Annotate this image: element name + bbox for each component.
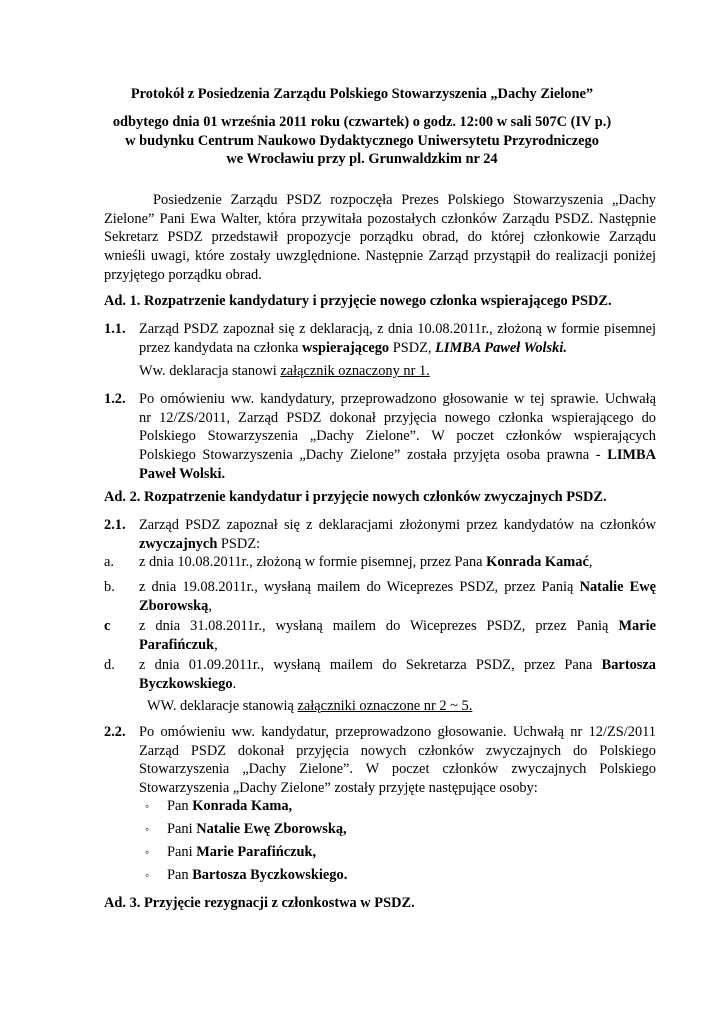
intro-line: Zielone” Pani Ewa Walter, która przywitała pozostałych członków Zarządu PSDZ. Następnie bbox=[104, 210, 656, 227]
item-number: 1.1. bbox=[104, 321, 126, 337]
intro-paragraph bbox=[104, 191, 656, 285]
item-line bbox=[139, 339, 656, 358]
attachment-note-2 bbox=[147, 697, 472, 716]
intro-line: Sekretarz PSDZ przedstawił propozycje porządku obrad, do której członkowie Zarządu bbox=[104, 229, 656, 246]
list-item bbox=[145, 843, 347, 866]
text-fragment: Pani bbox=[167, 821, 193, 837]
member-name: Bartosza Byczkowskiego. bbox=[192, 867, 348, 883]
text-fragment: PSDZ, bbox=[389, 339, 436, 356]
entry-label: b. bbox=[104, 579, 115, 595]
item-2-2 bbox=[104, 723, 656, 798]
candidate-name: Natalie Ewę bbox=[579, 579, 657, 595]
text-fragment: PSDZ: bbox=[217, 535, 261, 552]
text-fragment: Ww. deklaracja stanowi bbox=[139, 363, 281, 379]
member-name: Paweł Wolski. bbox=[139, 465, 226, 482]
entry-line bbox=[139, 675, 656, 694]
entry-label: a. bbox=[104, 554, 114, 570]
item-number: 2.2. bbox=[104, 724, 126, 740]
meeting-date-line: odbytego dnia 01 września 2011 roku (czwartek) o godz. 12:00 w sali 507C (IV p.) bbox=[112, 114, 612, 130]
item-line: Po omówieniu ww. kandydatur, przeprowadzono głosowanie. Uchwałą nr 12/ZS/2011 bbox=[139, 724, 656, 740]
text-fragment: Polskiego Stowarzyszenia „Dachy Zielone” została przyjęta osoba prawna - bbox=[139, 447, 608, 464]
member-type: wspierającego bbox=[302, 339, 390, 356]
candidate-name: Parafińczuk bbox=[139, 636, 215, 653]
candidate-name: Byczkowskiego bbox=[139, 675, 233, 692]
intro-line: wnieśli uwagi, które zostały uwzględnione. Następnie Zarząd przystąpił do realizacji poniżej bbox=[104, 248, 656, 265]
declaration-entry-d bbox=[104, 656, 656, 693]
entry-line bbox=[139, 636, 656, 655]
list-item bbox=[145, 797, 347, 820]
text-fragment: przez kandydata na członka bbox=[139, 339, 303, 356]
text-fragment: WW. deklaracje stanowią bbox=[147, 698, 298, 714]
declaration-entry-c bbox=[104, 617, 656, 654]
section-heading-ad3: Ad. 3. Przyjęcie rezygnacji z członkostwa w PSDZ. bbox=[104, 895, 415, 911]
candidate-name: Bartosza bbox=[601, 657, 656, 673]
list-item bbox=[145, 866, 347, 889]
declaration-entry-b bbox=[104, 578, 656, 615]
text-fragment: Pan bbox=[167, 798, 189, 814]
bullet-icon: ◦ bbox=[145, 799, 150, 813]
text-fragment: Pani bbox=[167, 844, 193, 860]
candidate-name: Zborowską bbox=[139, 597, 209, 614]
entry-label: d. bbox=[104, 657, 115, 673]
text-fragment: , bbox=[208, 597, 212, 614]
bullet-icon: ◦ bbox=[145, 845, 150, 859]
document-title: Protokół z Posiedzenia Zarządu Polskiego Stowarzyszenia „Dachy Zielone” bbox=[130, 86, 594, 102]
entry-line bbox=[139, 597, 656, 616]
section-heading-ad2: Ad. 2. Rozpatrzenie kandydatur i przyjęcie nowych członków zwyczajnych PSDZ. bbox=[104, 489, 607, 505]
item-1-1 bbox=[104, 320, 656, 357]
meeting-building-line: w budynku Centrum Naukowo Dydaktycznego Uniwersytetu Przyrodniczego bbox=[125, 132, 599, 149]
entry-line bbox=[139, 553, 656, 572]
member-name: Natalie Ewę Zborowską, bbox=[196, 821, 347, 837]
entry-line bbox=[139, 578, 656, 597]
entry-line bbox=[139, 656, 656, 675]
declaration-entry-a bbox=[104, 553, 656, 572]
text-fragment: , bbox=[588, 554, 593, 570]
member-name: LIMBA bbox=[607, 447, 656, 464]
attachment-note-1 bbox=[139, 362, 430, 381]
entry-label: c bbox=[104, 618, 111, 634]
attachment-reference: załączniki oznaczone nr 2 ~ 5. bbox=[297, 698, 473, 714]
item-line: Zarząd PSDZ zapoznał się z deklaracją, z dnia 10.08.2011r., złożoną w formie pisemnej bbox=[139, 321, 656, 337]
item-line: Stowarzyszenia „Dachy Zielone” zostały przyjęte następujące osoby: bbox=[139, 780, 538, 797]
accepted-members-list bbox=[145, 797, 347, 889]
member-name: LIMBA Paweł Wolski. bbox=[435, 339, 567, 356]
candidate-name: Marie bbox=[618, 618, 656, 634]
intro-line: przyjętego porządku obrad. bbox=[104, 266, 262, 283]
item-line bbox=[139, 446, 656, 465]
member-name: Marie Parafińczuk, bbox=[196, 844, 317, 860]
item-1-2 bbox=[104, 390, 656, 484]
text-fragment: z dnia 19.08.2011r., wysłaną mailem do Wiceprezes PSDZ, przez Panią bbox=[139, 579, 580, 595]
attachment-reference: załącznik oznaczony nr 1. bbox=[280, 363, 430, 379]
bullet-icon: ◦ bbox=[145, 822, 150, 836]
list-item bbox=[145, 820, 347, 843]
meeting-details bbox=[0, 113, 724, 169]
item-line: Zarząd PSDZ dokonał przyjęcia nowych członków zwyczajnych do Polskiego bbox=[139, 742, 656, 759]
member-type: zwyczajnych bbox=[139, 535, 218, 552]
meeting-address-line: we Wrocławiu przy pl. Grunwaldzkim nr 24 bbox=[226, 151, 498, 168]
member-name: Konrada Kama, bbox=[192, 798, 293, 814]
text-fragment: z dnia 10.08.2011r., złożoną w formie pisemnej, przez Pana bbox=[139, 554, 487, 570]
text-fragment: , bbox=[214, 636, 218, 653]
item-number: 1.2. bbox=[104, 391, 126, 407]
text-fragment: z dnia 31.08.2011r., wysłaną mailem do Wiceprezes PSDZ, przez Panią bbox=[139, 618, 619, 634]
item-line bbox=[139, 535, 656, 554]
intro-line: Posiedzenie Zarządu PSDZ rozpoczęła Prezes Polskiego Stowarzyszenia „Dachy bbox=[153, 192, 656, 208]
item-line: Zarząd PSDZ zapoznał się z deklaracjami złożonymi przez kandydatów na członków bbox=[139, 517, 656, 533]
item-number: 2.1. bbox=[104, 517, 126, 533]
item-line: nr 12/ZS/2011, Zarząd PSDZ dokonał przyjęcia nowego członka wspierającego do bbox=[139, 409, 656, 426]
item-line: Stowarzyszenia „Dachy Zielone”. W poczet członków zwyczajnych Polskiego bbox=[139, 761, 656, 778]
text-fragment: . bbox=[232, 675, 237, 692]
section-heading-ad1: Ad. 1. Rozpatrzenie kandydatury i przyjęcie nowego członka wspierającego PSDZ. bbox=[104, 293, 612, 309]
text-fragment: z dnia 01.09.2011r., wysłaną mailem do Sekretarza PSDZ, przez Pana bbox=[139, 657, 602, 673]
bullet-icon: ◦ bbox=[145, 868, 150, 882]
candidate-name: Konrada Kamać bbox=[486, 554, 589, 570]
item-2-1 bbox=[104, 516, 656, 553]
entry-line bbox=[139, 617, 656, 636]
text-fragment: Pan bbox=[167, 867, 189, 883]
item-line: Po omówieniu ww. kandydatury, przeprowadzono głosowanie w tej sprawie. Uchwałą bbox=[139, 391, 656, 407]
item-line: Polskiego Stowarzyszenia „Dachy Zielone”. W poczet członków wspierających bbox=[139, 428, 656, 445]
